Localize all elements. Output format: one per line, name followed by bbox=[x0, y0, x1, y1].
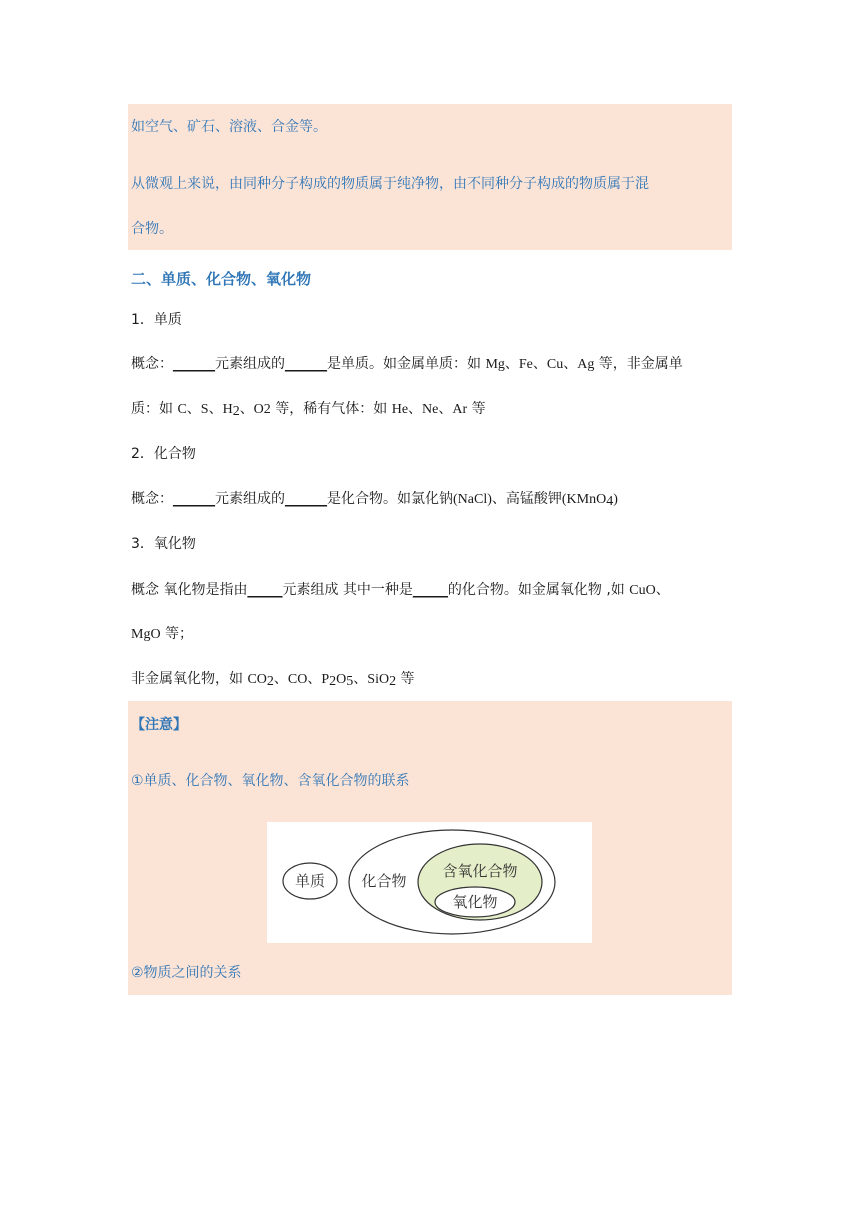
subscript: 2 bbox=[389, 674, 397, 689]
substance-relationship-diagram bbox=[267, 822, 592, 943]
text: 的化合物。如金属氧化物 ,如 bbox=[447, 582, 630, 598]
box-line-3: 合物。 bbox=[131, 221, 173, 237]
formula-text: (NaCl) bbox=[453, 492, 492, 507]
formula-text: CO bbox=[247, 672, 267, 687]
text: 概念 氧化物是指由 bbox=[131, 582, 248, 598]
formula-text: 、SiO bbox=[353, 672, 390, 687]
oxide-definition-line1 bbox=[131, 580, 670, 601]
oxide-label: 氧化物 bbox=[452, 893, 498, 911]
formula-text: 、CO、 bbox=[273, 672, 322, 687]
fill-blank[interactable]: ______ bbox=[173, 491, 215, 507]
text: 等 bbox=[467, 401, 486, 417]
subscript: 4 bbox=[606, 494, 614, 509]
formula-text: MgO bbox=[131, 627, 161, 642]
text: 等 bbox=[396, 671, 415, 687]
subscript: 2 bbox=[232, 404, 240, 419]
fill-blank[interactable]: ______ bbox=[173, 356, 215, 372]
text: 等，非金属单 bbox=[594, 356, 683, 372]
formula-text: He、Ne、Ar bbox=[391, 402, 468, 417]
formula-text: P bbox=[321, 672, 330, 687]
subheading-oxide: 3．氧化物 bbox=[131, 536, 196, 552]
text: 概念： bbox=[131, 356, 173, 372]
oxide-definition-line2 bbox=[131, 624, 193, 645]
simple-substance-definition-line1 bbox=[131, 354, 683, 375]
text: 是单质。如金属单质：如 bbox=[327, 356, 486, 372]
text: 等； bbox=[160, 626, 194, 642]
text: 质：如 bbox=[131, 401, 178, 417]
formula-text: CuO、 bbox=[629, 583, 670, 598]
nonmetal-oxide-line bbox=[131, 669, 415, 690]
formula-text: Mg、Fe、Cu、Ag bbox=[485, 357, 595, 372]
fill-blank[interactable]: _____ bbox=[247, 582, 283, 598]
fill-blank[interactable]: ______ bbox=[285, 356, 327, 372]
text: 概念： bbox=[131, 491, 173, 507]
text: 非金属氧化物，如 bbox=[131, 671, 248, 687]
note-title: 【注意】 bbox=[131, 717, 187, 733]
box-line-2: 从微观上来说，由同种分子构成的物质属于纯净物，由不同种分子构成的物质属于混 bbox=[131, 176, 649, 192]
compound-definition-line bbox=[131, 489, 618, 510]
note-item-2: ②物质之间的关系 bbox=[131, 965, 242, 981]
simple-substance-label: 单质 bbox=[294, 872, 326, 890]
formula-text: O bbox=[336, 672, 347, 687]
formula-text: ) bbox=[613, 492, 618, 507]
note-item-1: ①单质、化合物、氧化物、含氧化合物的联系 bbox=[131, 773, 410, 789]
simple-substance-definition-line2 bbox=[131, 399, 486, 420]
text: 元素组成 其中一种是 bbox=[282, 582, 413, 598]
text: 是化合物。如氯化钠 bbox=[327, 491, 453, 507]
compound-label: 化合物 bbox=[361, 872, 407, 890]
fill-blank[interactable]: _____ bbox=[412, 582, 448, 598]
venn-diagram bbox=[267, 822, 592, 943]
formula-text: (KMnO bbox=[561, 492, 607, 507]
text: 元素组成的 bbox=[215, 356, 285, 372]
formula-text: C、S、H bbox=[177, 402, 233, 417]
subheading-simple-substance: 1．单质 bbox=[131, 312, 182, 328]
subheading-compound: 2．化合物 bbox=[131, 446, 196, 462]
fill-blank[interactable]: ______ bbox=[285, 491, 327, 507]
text: 、高锰酸钾 bbox=[491, 491, 562, 507]
text: 等，稀有气体：如 bbox=[270, 401, 392, 417]
box-line-1: 如空气、矿石、溶液、合金等。 bbox=[131, 119, 327, 135]
text: 元素组成的 bbox=[215, 491, 285, 507]
subscript: 2 bbox=[266, 674, 274, 689]
subscript: 2 bbox=[329, 674, 337, 689]
formula-text: 、O2 bbox=[239, 402, 271, 417]
subscript: 5 bbox=[346, 674, 354, 689]
oxygen-compound-label: 含氧化合物 bbox=[442, 862, 518, 880]
section-title: 二、单质、化合物、氧化物 bbox=[131, 270, 312, 288]
